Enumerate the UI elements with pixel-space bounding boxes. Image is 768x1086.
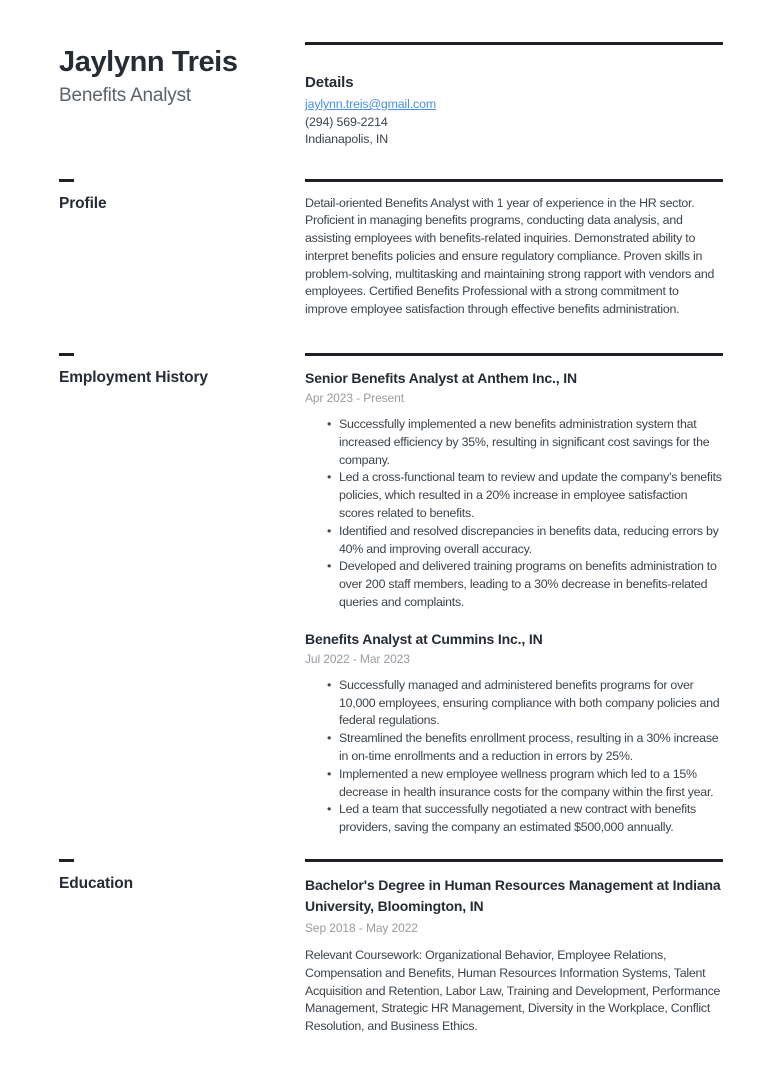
education-divider xyxy=(305,859,723,862)
job-bullet: • Led a team that successfully negotiated a new contract with benefits providers, saving the company an estimated $500,000 annually. xyxy=(305,801,723,837)
profile-section xyxy=(0,179,768,320)
employment-divider xyxy=(305,353,723,356)
profile-section-dash xyxy=(59,179,74,182)
job-title: Senior Benefits Analyst at Anthem Inc., IN xyxy=(305,370,577,387)
profile-divider xyxy=(305,179,723,182)
degree-title: Bachelor's Degree in Human Resources Management at Indiana University, Bloomington, IN xyxy=(305,877,721,915)
phone-number: (294) 569-2214 xyxy=(305,114,388,129)
top-divider xyxy=(305,42,723,45)
education-section xyxy=(0,859,768,1036)
profile-section-left xyxy=(0,179,305,320)
job-bullet: • Streamlined the benefits enrollment process, resulting in a 30% increase in on-time enrollments and a reduction in errors by 25%. xyxy=(305,730,723,766)
job-bullet: • Successfully managed and administered benefits programs for over 10,000 employees, ensuring compliance with both company policies and federal regulations. xyxy=(305,677,723,730)
education-dates: Sep 2018 - May 2022 xyxy=(305,921,418,936)
education-section-dash xyxy=(59,859,74,862)
profile-section-heading: Profile xyxy=(59,194,107,212)
job-bullet-list xyxy=(305,677,723,837)
location-text: Indianapolis, IN xyxy=(305,132,389,146)
details-section xyxy=(305,74,723,149)
profile-section-right xyxy=(305,179,723,320)
profile-text: Detail-oriented Benefits Analyst with 1 year of experience in the HR sector. Proficient in managing benefits programs, conducting data analysis, and assisting employees with benefits-related inquiries. Demonstrated ability to interpret benefits policies and ensure regulatory compliance. Proven skills in problem-solving, multitasking and maintaining strong rapport with vendors and employees. Certified Benefits Professional with a strong commitment to improve employee satisfaction through effective benefits administration. xyxy=(305,195,715,317)
education-section-right xyxy=(305,859,723,1036)
job-bullet: • Identified and resolved discrepancies in benefits data, reducing errors by 40% and improving overall accuracy. xyxy=(305,523,723,559)
email-link[interactable]: jaylynn.treis@gmail.com xyxy=(305,97,437,111)
job-bullet: • Implemented a new employee wellness program which led to a 15% decrease in health insurance costs for the company within the first year. xyxy=(305,766,723,802)
job-dates: Apr 2023 - Present xyxy=(305,391,404,406)
job-title: Benefits Analyst at Cummins Inc., IN xyxy=(305,630,543,647)
header-right xyxy=(305,42,723,149)
header xyxy=(0,42,768,149)
employment-section-right xyxy=(305,353,723,837)
header-left xyxy=(0,42,305,149)
job-bullet: • Successfully implemented a new benefits administration system that increased efficiency by 35%, resulting in significant cost savings for the company. xyxy=(305,416,723,469)
job-entry xyxy=(305,369,723,612)
employment-section-heading: Employment History xyxy=(59,369,208,387)
education-section-heading: Education xyxy=(59,875,134,893)
job-bullet-list xyxy=(305,416,723,612)
person-job-title: Benefits Analyst xyxy=(59,84,191,106)
employment-section-dash xyxy=(59,353,74,356)
job-dates: Jul 2022 - Mar 2023 xyxy=(305,651,410,666)
job-bullet: • Led a cross-functional team to review and update the company's benefits policies, which resulted in a 20% increase in employee satisfaction scores related to benefits. xyxy=(305,469,723,522)
details-heading: Details xyxy=(305,74,354,91)
person-name: Jaylynn Treis xyxy=(59,46,238,78)
job-bullet: • Developed and delivered training programs on benefits administration to over 200 staff members, leading to a 30% decrease in benefits-related queries and complaints. xyxy=(305,558,723,611)
email-row xyxy=(305,95,723,114)
employment-section xyxy=(0,353,768,837)
education-section-left xyxy=(0,859,305,1036)
employment-section-left xyxy=(0,353,305,837)
coursework-text: Relevant Coursework: Organizational Behavior, Employee Relations, Compensation and Benefits, Human Resources Information Systems, Talent Acquisition and Retention, Labor Law, Training and Development, Performance Management, Strategic HR Management, Diversity in the Workplace, Conflict Resolution, and Business Ethics. xyxy=(305,948,721,1034)
job-entry xyxy=(305,630,723,837)
